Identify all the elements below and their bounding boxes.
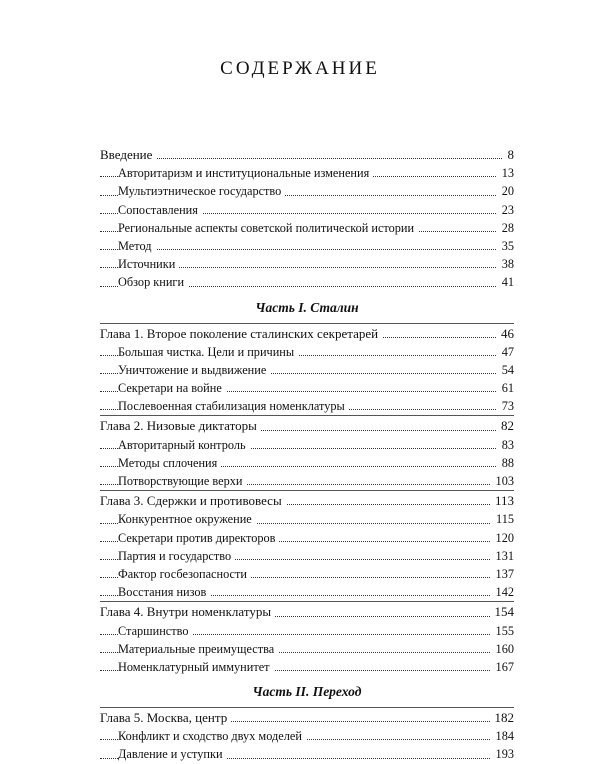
entry-page: 115 xyxy=(491,510,514,528)
entry-page: 13 xyxy=(497,164,514,182)
entry-title: Секретари на войне xyxy=(118,381,226,395)
entry-page: 142 xyxy=(491,583,514,601)
entry-title: Авторитарный контроль xyxy=(118,438,250,452)
toc-section[interactable] xyxy=(100,622,514,640)
toc-section[interactable] xyxy=(100,201,514,219)
entry-title: Конкурентное окружение xyxy=(118,512,256,526)
entry-page: 154 xyxy=(490,603,515,621)
toc-section[interactable] xyxy=(100,745,514,763)
toc-section[interactable] xyxy=(100,640,514,658)
toc-entry-intro[interactable] xyxy=(100,146,514,164)
toc-section[interactable] xyxy=(100,658,514,676)
part-heading: Часть II. Переход xyxy=(252,684,362,700)
entry-page: 28 xyxy=(497,219,514,237)
toc-section[interactable] xyxy=(100,583,514,601)
toc-section[interactable] xyxy=(100,472,514,490)
entry-title: Региональные аспекты советской политической истории xyxy=(118,221,418,235)
toc-section[interactable] xyxy=(100,361,514,379)
divider xyxy=(100,601,514,602)
toc-section[interactable] xyxy=(100,565,514,583)
entry-title: Глава 5. Москва, центр xyxy=(100,710,231,725)
part-heading: Часть I. Сталин xyxy=(255,299,359,315)
entry-page: 193 xyxy=(491,745,514,763)
entry-page: 20 xyxy=(497,182,514,200)
entry-page: 35 xyxy=(497,237,514,255)
entry-page: 47 xyxy=(497,343,514,361)
entry-title: Послевоенная стабилизация номенклатуры xyxy=(118,399,349,413)
entry-title: Сопоставления xyxy=(118,203,202,217)
toc-entry-chapter-1[interactable] xyxy=(100,325,514,343)
entry-title: Партия и государство xyxy=(118,549,235,563)
entry-title: Глава 1. Второе поколение сталинских секретарей xyxy=(100,326,382,341)
entry-title: Введение xyxy=(100,147,156,162)
entry-title: Секретари против директоров xyxy=(118,531,279,545)
divider xyxy=(100,415,514,416)
entry-page: 41 xyxy=(497,273,514,291)
entry-title: Уничтожение и выдвижение xyxy=(118,363,270,377)
toc-section[interactable] xyxy=(100,454,514,472)
toc-section[interactable] xyxy=(100,164,514,182)
entry-title: Глава 4. Внутри номенклатуры xyxy=(100,604,275,619)
divider xyxy=(100,707,514,708)
divider xyxy=(100,490,514,491)
entry-page: 103 xyxy=(491,472,514,490)
toc-section[interactable] xyxy=(100,273,514,291)
entry-title: Обзор книги xyxy=(118,275,188,289)
toc-section[interactable] xyxy=(100,397,514,415)
page-title: СОДЕРЖАНИЕ xyxy=(220,58,380,79)
entry-title: Конфликт и сходство двух моделей xyxy=(118,729,306,743)
toc-entry-chapter-2[interactable] xyxy=(100,417,514,435)
entry-page: 155 xyxy=(491,622,514,640)
toc-entry-chapter-5[interactable] xyxy=(100,709,514,727)
entry-page: 82 xyxy=(496,417,514,435)
toc-section[interactable] xyxy=(100,510,514,528)
toc-section[interactable] xyxy=(100,547,514,565)
toc-entry-chapter-4[interactable] xyxy=(100,603,514,621)
entry-page: 61 xyxy=(497,379,514,397)
entry-page: 113 xyxy=(490,492,514,510)
toc-section[interactable] xyxy=(100,379,514,397)
entry-page: 131 xyxy=(491,547,514,565)
entry-title: Старшинство xyxy=(118,624,193,638)
entry-title: Глава 2. Низовые диктаторы xyxy=(100,418,261,433)
entry-title: Материальные преимущества xyxy=(118,642,278,656)
entry-page: 83 xyxy=(497,436,514,454)
entry-page: 73 xyxy=(497,397,514,415)
entry-title: Методы сплочения xyxy=(118,456,221,470)
entry-page: 137 xyxy=(491,565,514,583)
entry-title: Мультиэтническое государство xyxy=(118,184,285,198)
toc-section[interactable] xyxy=(100,182,514,200)
entry-page: 88 xyxy=(497,454,514,472)
table-of-contents xyxy=(100,146,514,764)
entry-page: 54 xyxy=(497,361,514,379)
entry-title: Глава 3. Сдержки и противовесы xyxy=(100,493,286,508)
entry-title: Метод xyxy=(118,239,156,253)
toc-section[interactable] xyxy=(100,343,514,361)
entry-page: 120 xyxy=(491,529,514,547)
entry-page: 160 xyxy=(491,640,514,658)
toc-section[interactable] xyxy=(100,219,514,237)
entry-page: 46 xyxy=(496,325,514,343)
toc-section[interactable] xyxy=(100,529,514,547)
entry-title: Авторитаризм и институциональные изменения xyxy=(118,166,373,180)
entry-title: Потворствующие верхи xyxy=(118,474,246,488)
entry-page: 23 xyxy=(497,201,514,219)
toc-section[interactable] xyxy=(100,436,514,454)
entry-page: 184 xyxy=(491,727,514,745)
entry-title: Давление и уступки xyxy=(118,747,227,761)
entry-page: 182 xyxy=(490,709,515,727)
toc-section[interactable] xyxy=(100,255,514,273)
entry-page: 38 xyxy=(497,255,514,273)
entry-page: 8 xyxy=(503,146,515,164)
entry-title: Фактор госбезопасности xyxy=(118,567,251,581)
entry-title: Большая чистка. Цели и причины xyxy=(118,345,298,359)
toc-section[interactable] xyxy=(100,727,514,745)
toc-section[interactable] xyxy=(100,237,514,255)
toc-entry-chapter-3[interactable] xyxy=(100,492,514,510)
entry-page: 167 xyxy=(491,658,514,676)
entry-title: Источники xyxy=(118,257,179,271)
entry-title: Номенклатурный иммунитет xyxy=(118,660,274,674)
entry-title: Восстания низов xyxy=(118,585,210,599)
divider xyxy=(100,323,514,324)
